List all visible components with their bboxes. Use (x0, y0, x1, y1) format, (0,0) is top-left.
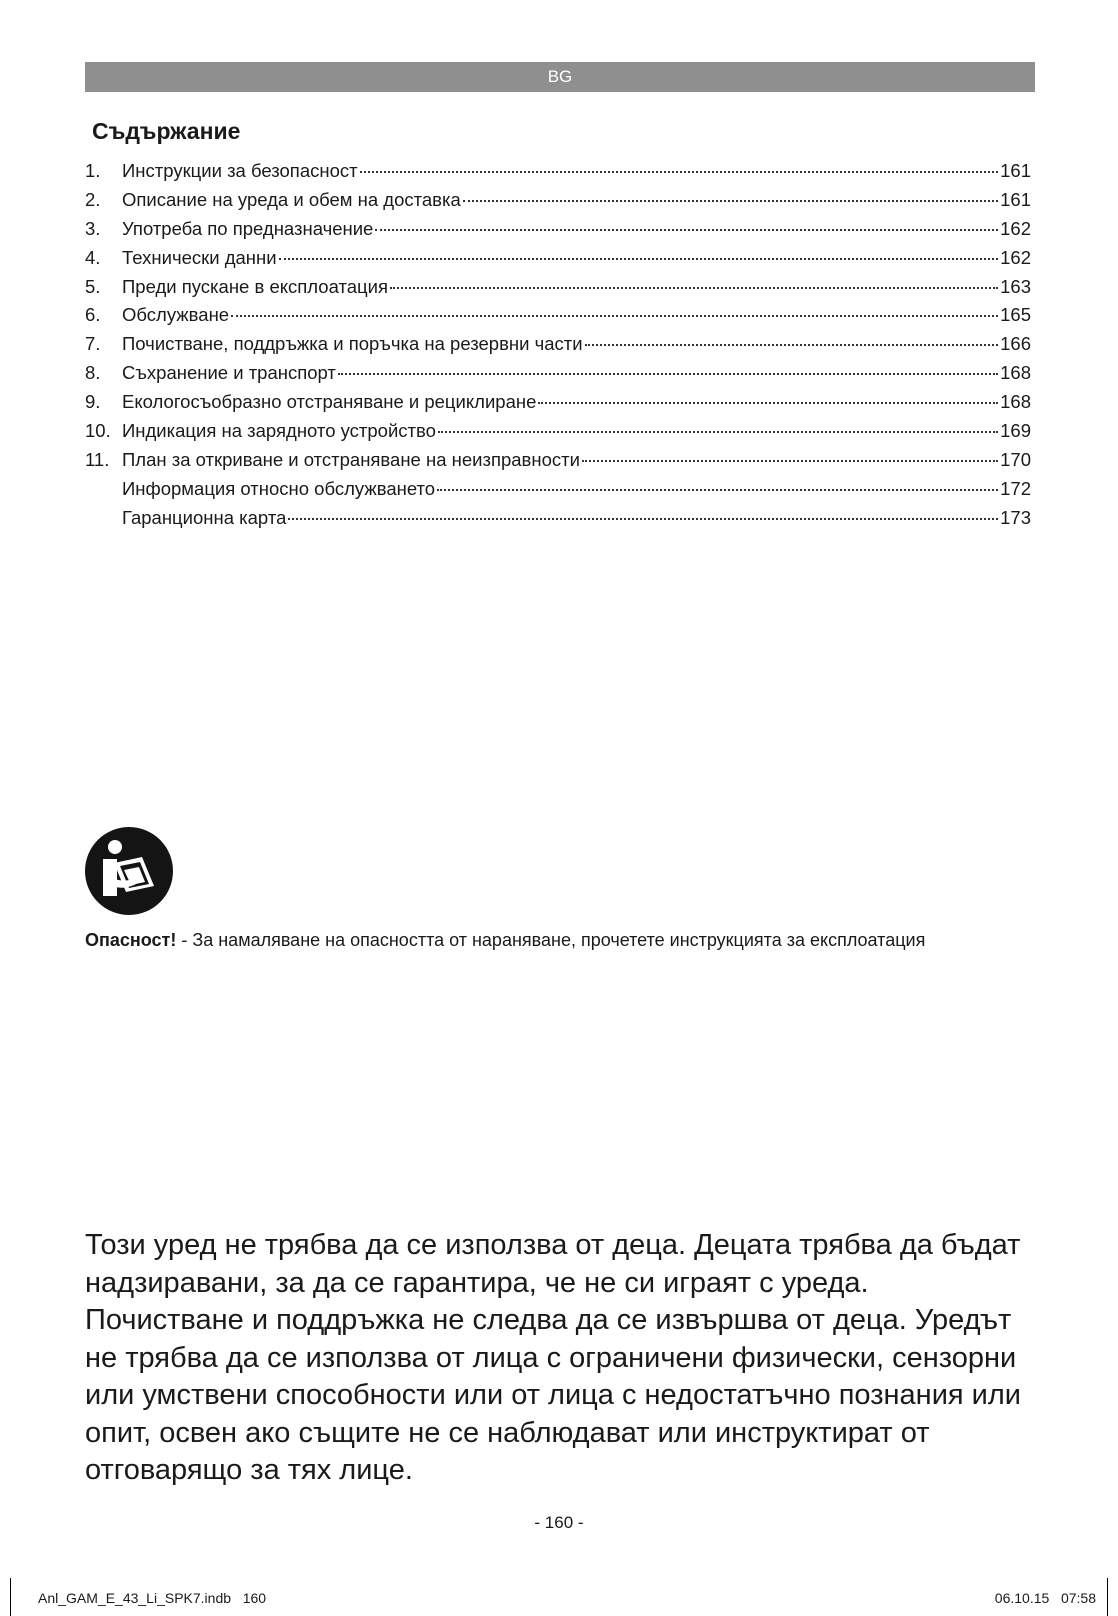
toc-item-page: 165 (1000, 304, 1031, 326)
toc-dot-leader (438, 431, 998, 433)
toc-dot-leader (375, 229, 998, 231)
toc-item-page: 161 (1000, 160, 1031, 181)
toc-dot-leader (390, 287, 998, 289)
toc-item-number: 1. (85, 160, 101, 181)
toc-item-label: Инструкции за безопасност (122, 160, 358, 181)
toc-item-label: Индикация на зарядното устройство (122, 420, 436, 442)
toc-item (85, 304, 1031, 333)
toc-item (85, 247, 1031, 276)
danger-text: - За намаляване на опасността от нараняване, прочетете инструкцията за експлоатация (176, 930, 926, 950)
footer-file-info: Anl_GAM_E_43_Li_SPK7.indb 160 (38, 1590, 267, 1606)
toc-item (85, 362, 1031, 391)
toc-item (85, 507, 1031, 536)
toc-item-label: Информация относно обслужването (122, 477, 436, 499)
toc-dot-leader (538, 402, 998, 404)
toc-item-page: 169 (1000, 420, 1031, 442)
toc-item-label: Почистване, поддръжка и поръчка на резервни части (122, 333, 583, 355)
toc-item-page: 162 (1000, 246, 1031, 268)
toc-item-page: 173 (1000, 506, 1031, 528)
toc-item (85, 449, 1031, 478)
toc-item (85, 160, 1031, 189)
toc-dot-leader (360, 171, 999, 173)
toc-item-page: 161 (1000, 188, 1031, 210)
toc-item (85, 391, 1031, 420)
toc-item-number: 11. (85, 448, 110, 470)
toc-item-number: 6. (85, 304, 101, 326)
toc-dot-leader (463, 200, 998, 202)
toc-dot-leader (437, 489, 998, 491)
toc-item-page: 163 (1000, 275, 1031, 297)
language-bar (85, 62, 1035, 92)
toc-item (85, 218, 1031, 247)
toc-title: Съдържание (92, 118, 241, 144)
crop-mark-left (10, 1578, 11, 1616)
toc-dot-leader (288, 518, 998, 520)
toc-item-page: 168 (1000, 362, 1031, 384)
page-number: - 160 - (534, 1513, 584, 1532)
footer-date: 06.10.15 07:58 (994, 1590, 1096, 1606)
toc-item-page: 168 (1000, 391, 1031, 413)
toc-dot-leader (231, 315, 998, 317)
toc-item-number: 4. (85, 246, 101, 268)
toc-item-label: План за откриване и отстраняване на неизправности (122, 448, 580, 470)
table-of-contents (85, 160, 1031, 536)
toc-dot-leader (582, 460, 998, 462)
language-code: BG (547, 67, 573, 86)
toc-item-label: Преди пускане в експлоатация (122, 275, 388, 297)
toc-dot-leader (585, 344, 999, 346)
toc-item-number: 3. (85, 217, 101, 239)
toc-item-label: Съхранение и транспорт (122, 362, 336, 384)
toc-item (85, 478, 1031, 507)
toc-item-number: 7. (85, 333, 101, 355)
toc-item-page: 166 (1000, 333, 1031, 355)
child-safety-notice: Този уред не трябва да се използва от деца. Децата трябва да бъдат надзиравани, за да се гарантира, че не си играят с уреда. Почистване и поддръжка не следва да се извършва от деца. Уредът не трябва да се използва от лица с ограничени физически, сензорни или умствени способности или от лица с недостатъчно познания или опит, освен ако същите не се наблюдават или инструктират от отговарящо за тях лице. (85, 1229, 1021, 1486)
toc-item (85, 189, 1031, 218)
toc-item-number: 2. (85, 188, 101, 210)
toc-item-label: Екологосъобразно отстраняване и рециклиране (122, 391, 537, 413)
toc-item-number: 8. (85, 362, 101, 384)
toc-item-page: 172 (1000, 477, 1031, 499)
toc-item-label: Технически данни (122, 246, 277, 268)
danger-warning (85, 928, 985, 953)
toc-item (85, 333, 1031, 362)
crop-mark-right (1107, 1578, 1108, 1616)
toc-dot-leader (338, 373, 998, 375)
toc-item-label: Обслужване (122, 304, 230, 326)
toc-item-number: 9. (85, 391, 101, 413)
danger-label: Опасност! (85, 930, 177, 950)
toc-item-page: 162 (1000, 217, 1031, 239)
toc-item-number: 10. (85, 420, 111, 442)
toc-item-number: 5. (85, 275, 101, 297)
toc-item-page: 170 (1000, 448, 1031, 470)
toc-item-label: Гаранционна карта (122, 506, 287, 528)
toc-item (85, 420, 1031, 449)
toc-item-label: Описание на уреда и обем на доставка (122, 188, 461, 210)
toc-item-label: Употреба по предназначение (122, 217, 374, 239)
toc-item (85, 276, 1031, 305)
read-manual-icon (84, 826, 174, 916)
toc-dot-leader (279, 258, 999, 260)
